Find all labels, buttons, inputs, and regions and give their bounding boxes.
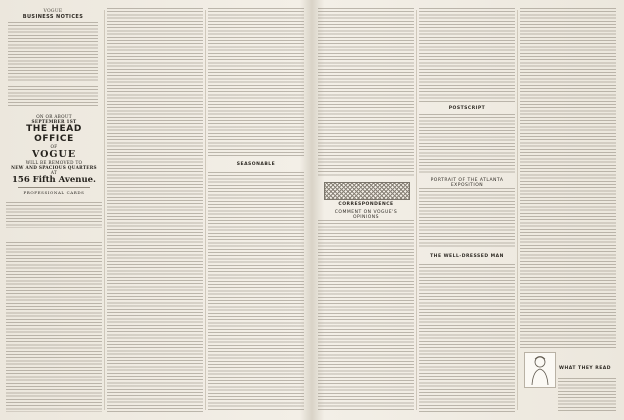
notice-vogue-label: VOGUE [43, 9, 63, 14]
ad-vogue: VOGUE [31, 149, 77, 160]
ad-at: AT [50, 170, 58, 175]
right-col1-body-2 [318, 220, 414, 412]
ad-date: SEPTEMBER 1ST [31, 119, 77, 124]
correspondence-heading: CORRESPONDENCE [338, 202, 394, 207]
left-page [6, 6, 306, 414]
column-rule [517, 10, 518, 410]
business-notices-title: BUSINESS NOTICES [22, 14, 84, 20]
column-rule [205, 10, 206, 410]
right-col2-body-4 [419, 264, 515, 412]
column-rule [104, 10, 105, 410]
right-col2-body-3 [419, 188, 515, 248]
ad-pre: ON OR ABOUT [36, 114, 72, 119]
notices-text [8, 22, 98, 82]
figure-sketch-icon [525, 353, 555, 387]
business-notices-box [8, 8, 98, 108]
postscript-heading: POSTSCRIPT [448, 106, 486, 111]
what-they-read-body [558, 378, 616, 412]
left-col3-heading: SEASONABLE [236, 162, 276, 167]
what-they-read-heading: WHAT THEY READ [559, 366, 611, 371]
correspondence-ornament [324, 182, 410, 200]
right-col1-body [318, 8, 414, 176]
postscript-sub: PORTRAIT OF THE ATLANTA EXPOSITION [430, 178, 504, 188]
right-col2-body [419, 8, 515, 102]
ad-of: OF [50, 144, 58, 149]
right-col-1 [318, 6, 414, 414]
right-col2-body-2 [419, 114, 515, 174]
well-dressed-man-heading: THE WELL-DRESSED MAN [430, 254, 504, 259]
left-col-3 [208, 6, 304, 414]
ad-head-office: THE HEAD OFFICE [26, 124, 82, 144]
right-col-2 [419, 6, 515, 414]
left-col1-body [6, 242, 102, 412]
left-col-2 [107, 6, 203, 414]
right-page [318, 6, 618, 414]
left-col2-body [107, 8, 203, 412]
right-col-3 [520, 6, 616, 414]
column-rule [416, 10, 417, 410]
reader-illustration [524, 352, 556, 388]
cards-text [6, 202, 102, 228]
left-col-1 [6, 6, 102, 414]
right-col3-body [520, 8, 616, 348]
ad-line3: NEW AND SPACIOUS QUARTERS [11, 165, 97, 170]
notices-text-2 [8, 86, 98, 106]
left-col3-body-2 [208, 172, 304, 412]
ad-address: 156 Fifth Avenue. [11, 175, 96, 185]
correspondence-sub: COMMENT ON VOGUE'S OPINIONS [334, 210, 398, 220]
left-col3-body [208, 8, 304, 158]
ad-line2: WILL BE REMOVED TO [25, 160, 83, 165]
office-move-ad [8, 114, 100, 195]
ad-divider [18, 187, 90, 188]
professional-cards-label: PROFESSIONAL CARDS [23, 190, 85, 195]
